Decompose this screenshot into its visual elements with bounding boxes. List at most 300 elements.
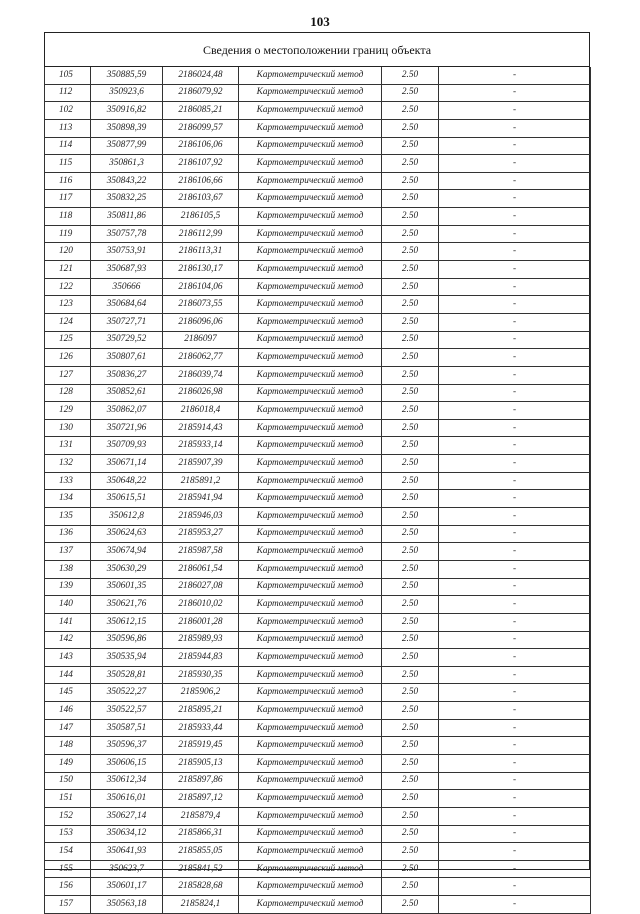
point-number-cell: 112 (45, 84, 91, 102)
table-row (45, 102, 591, 120)
x-coordinate-cell: 350630,29 (91, 560, 163, 578)
x-coordinate-cell: 350753,91 (91, 243, 163, 261)
table-row (45, 190, 591, 208)
point-number-cell: 152 (45, 807, 91, 825)
method-cell: Картометрический метод (239, 402, 382, 420)
x-coordinate-cell: 350641,93 (91, 843, 163, 861)
x-coordinate-cell: 350709,93 (91, 437, 163, 455)
x-coordinate-cell: 350596,86 (91, 631, 163, 649)
note-cell: - (439, 596, 591, 614)
point-number-cell: 142 (45, 631, 91, 649)
table-row (45, 84, 591, 102)
point-number-cell: 150 (45, 772, 91, 790)
accuracy-cell: 2.50 (382, 543, 439, 561)
y-coordinate-cell: 2186039,74 (163, 366, 239, 384)
point-number-cell: 105 (45, 67, 91, 84)
accuracy-cell: 2.50 (382, 719, 439, 737)
method-cell: Картометрический метод (239, 137, 382, 155)
y-coordinate-cell: 2185933,14 (163, 437, 239, 455)
y-coordinate-cell: 2185891,2 (163, 472, 239, 490)
x-coordinate-cell: 350684,64 (91, 296, 163, 314)
point-number-cell: 149 (45, 754, 91, 772)
x-coordinate-cell: 350836,27 (91, 366, 163, 384)
y-coordinate-cell: 2186085,21 (163, 102, 239, 120)
method-cell: Картометрический метод (239, 508, 382, 526)
note-cell: - (439, 243, 591, 261)
y-coordinate-cell: 2185841,52 (163, 860, 239, 878)
accuracy-cell: 2.50 (382, 807, 439, 825)
table-row (45, 666, 591, 684)
table-row (45, 366, 591, 384)
y-coordinate-cell: 2186097 (163, 331, 239, 349)
y-coordinate-cell: 2186099,57 (163, 119, 239, 137)
table-row (45, 631, 591, 649)
accuracy-cell: 2.50 (382, 366, 439, 384)
note-cell: - (439, 366, 591, 384)
accuracy-cell: 2.50 (382, 613, 439, 631)
accuracy-cell: 2.50 (382, 472, 439, 490)
x-coordinate-cell: 350832,25 (91, 190, 163, 208)
y-coordinate-cell: 2186027,08 (163, 578, 239, 596)
accuracy-cell: 2.50 (382, 649, 439, 667)
y-coordinate-cell: 2186103,67 (163, 190, 239, 208)
note-cell: - (439, 666, 591, 684)
point-number-cell: 130 (45, 419, 91, 437)
point-number-cell: 116 (45, 172, 91, 190)
accuracy-cell: 2.50 (382, 313, 439, 331)
note-cell: - (439, 102, 591, 120)
point-number-cell: 114 (45, 137, 91, 155)
y-coordinate-cell: 2186105,5 (163, 208, 239, 226)
accuracy-cell: 2.50 (382, 843, 439, 861)
x-coordinate-cell: 350601,17 (91, 878, 163, 896)
accuracy-cell: 2.50 (382, 631, 439, 649)
point-number-cell: 127 (45, 366, 91, 384)
point-number-cell: 157 (45, 896, 91, 914)
x-coordinate-cell: 350634,12 (91, 825, 163, 843)
table-row (45, 878, 591, 896)
x-coordinate-cell: 350522,27 (91, 684, 163, 702)
x-coordinate-cell: 350606,15 (91, 754, 163, 772)
method-cell: Картометрический метод (239, 67, 382, 84)
method-cell: Картометрический метод (239, 684, 382, 702)
note-cell: - (439, 419, 591, 437)
method-cell: Картометрический метод (239, 560, 382, 578)
method-cell: Картометрический метод (239, 737, 382, 755)
x-coordinate-cell: 350898,39 (91, 119, 163, 137)
table-row (45, 313, 591, 331)
accuracy-cell: 2.50 (382, 878, 439, 896)
method-cell: Картометрический метод (239, 525, 382, 543)
accuracy-cell: 2.50 (382, 349, 439, 367)
point-number-cell: 144 (45, 666, 91, 684)
note-cell: - (439, 349, 591, 367)
point-number-cell: 136 (45, 525, 91, 543)
x-coordinate-cell: 350623,7 (91, 860, 163, 878)
note-cell: - (439, 790, 591, 808)
table-row (45, 278, 591, 296)
method-cell: Картометрический метод (239, 613, 382, 631)
point-number-cell: 134 (45, 490, 91, 508)
note-cell: - (439, 825, 591, 843)
point-number-cell: 147 (45, 719, 91, 737)
point-number-cell: 102 (45, 102, 91, 120)
note-cell: - (439, 296, 591, 314)
method-cell: Картометрический метод (239, 843, 382, 861)
x-coordinate-cell: 350535,94 (91, 649, 163, 667)
table-row (45, 702, 591, 720)
x-coordinate-cell: 350621,76 (91, 596, 163, 614)
note-cell: - (439, 119, 591, 137)
y-coordinate-cell: 2186010,02 (163, 596, 239, 614)
table-row (45, 508, 591, 526)
x-coordinate-cell: 350612,15 (91, 613, 163, 631)
note-cell: - (439, 437, 591, 455)
y-coordinate-cell: 2185946,03 (163, 508, 239, 526)
table-row (45, 384, 591, 402)
accuracy-cell: 2.50 (382, 384, 439, 402)
y-coordinate-cell: 2185895,21 (163, 702, 239, 720)
x-coordinate-cell: 350596,37 (91, 737, 163, 755)
accuracy-cell: 2.50 (382, 754, 439, 772)
note-cell: - (439, 261, 591, 279)
x-coordinate-cell: 350877,99 (91, 137, 163, 155)
y-coordinate-cell: 2185930,35 (163, 666, 239, 684)
y-coordinate-cell: 2185897,12 (163, 790, 239, 808)
method-cell: Картометрический метод (239, 666, 382, 684)
x-coordinate-cell: 350528,81 (91, 666, 163, 684)
table-row (45, 155, 591, 173)
x-coordinate-cell: 350721,96 (91, 419, 163, 437)
y-coordinate-cell: 2186001,28 (163, 613, 239, 631)
x-coordinate-cell: 350807,61 (91, 349, 163, 367)
note-cell: - (439, 578, 591, 596)
point-number-cell: 120 (45, 243, 91, 261)
table-row (45, 419, 591, 437)
method-cell: Картометрический метод (239, 631, 382, 649)
table-row (45, 807, 591, 825)
x-coordinate-cell: 350612,34 (91, 772, 163, 790)
accuracy-cell: 2.50 (382, 666, 439, 684)
table-row (45, 490, 591, 508)
y-coordinate-cell: 2185941,94 (163, 490, 239, 508)
y-coordinate-cell: 2185933,44 (163, 719, 239, 737)
table-row (45, 437, 591, 455)
x-coordinate-cell: 350687,93 (91, 261, 163, 279)
note-cell: - (439, 278, 591, 296)
point-number-cell: 138 (45, 560, 91, 578)
y-coordinate-cell: 2186113,31 (163, 243, 239, 261)
point-number-cell: 122 (45, 278, 91, 296)
table-row (45, 349, 591, 367)
accuracy-cell: 2.50 (382, 402, 439, 420)
point-number-cell: 119 (45, 225, 91, 243)
accuracy-cell: 2.50 (382, 84, 439, 102)
accuracy-cell: 2.50 (382, 578, 439, 596)
note-cell: - (439, 137, 591, 155)
method-cell: Картометрический метод (239, 102, 382, 120)
note-cell: - (439, 84, 591, 102)
accuracy-cell: 2.50 (382, 560, 439, 578)
method-cell: Картометрический метод (239, 754, 382, 772)
method-cell: Картометрический метод (239, 807, 382, 825)
accuracy-cell: 2.50 (382, 331, 439, 349)
y-coordinate-cell: 2185866,31 (163, 825, 239, 843)
table-body (45, 67, 591, 913)
point-number-cell: 125 (45, 331, 91, 349)
method-cell: Картометрический метод (239, 578, 382, 596)
accuracy-cell: 2.50 (382, 137, 439, 155)
x-coordinate-cell: 350852,61 (91, 384, 163, 402)
accuracy-cell: 2.50 (382, 225, 439, 243)
table-row (45, 560, 591, 578)
accuracy-cell: 2.50 (382, 772, 439, 790)
table-row (45, 578, 591, 596)
note-cell: - (439, 737, 591, 755)
x-coordinate-cell: 350843,22 (91, 172, 163, 190)
accuracy-cell: 2.50 (382, 525, 439, 543)
table-row (45, 649, 591, 667)
method-cell: Картометрический метод (239, 437, 382, 455)
method-cell: Картометрический метод (239, 119, 382, 137)
accuracy-cell: 2.50 (382, 172, 439, 190)
page-number: 103 (310, 14, 330, 29)
method-cell: Картометрический метод (239, 878, 382, 896)
method-cell: Картометрический метод (239, 825, 382, 843)
note-cell: - (439, 208, 591, 226)
section-title: Сведения о местоположении границ объекта (45, 33, 589, 67)
method-cell: Картометрический метод (239, 278, 382, 296)
point-number-cell: 113 (45, 119, 91, 137)
y-coordinate-cell: 2186104,06 (163, 278, 239, 296)
y-coordinate-cell: 2185953,27 (163, 525, 239, 543)
accuracy-cell: 2.50 (382, 490, 439, 508)
table-row (45, 684, 591, 702)
method-cell: Картометрический метод (239, 331, 382, 349)
point-number-cell: 145 (45, 684, 91, 702)
note-cell: - (439, 878, 591, 896)
table-row (45, 172, 591, 190)
note-cell: - (439, 172, 591, 190)
x-coordinate-cell: 350671,14 (91, 455, 163, 473)
method-cell: Картометрический метод (239, 860, 382, 878)
accuracy-cell: 2.50 (382, 102, 439, 120)
accuracy-cell: 2.50 (382, 155, 439, 173)
x-coordinate-cell: 350648,22 (91, 472, 163, 490)
note-cell: - (439, 772, 591, 790)
table-row (45, 896, 591, 914)
point-number-cell: 121 (45, 261, 91, 279)
y-coordinate-cell: 2186018,4 (163, 402, 239, 420)
accuracy-cell: 2.50 (382, 596, 439, 614)
y-coordinate-cell: 2186024,48 (163, 67, 239, 84)
accuracy-cell: 2.50 (382, 296, 439, 314)
method-cell: Картометрический метод (239, 455, 382, 473)
method-cell: Картометрический метод (239, 790, 382, 808)
y-coordinate-cell: 2186096,06 (163, 313, 239, 331)
accuracy-cell: 2.50 (382, 243, 439, 261)
note-cell: - (439, 843, 591, 861)
y-coordinate-cell: 2185828,68 (163, 878, 239, 896)
x-coordinate-cell: 350624,63 (91, 525, 163, 543)
note-cell: - (439, 684, 591, 702)
method-cell: Картометрический метод (239, 702, 382, 720)
point-number-cell: 139 (45, 578, 91, 596)
table-row (45, 225, 591, 243)
table-row (45, 402, 591, 420)
x-coordinate-cell: 350522,57 (91, 702, 163, 720)
point-number-cell: 129 (45, 402, 91, 420)
x-coordinate-cell: 350666 (91, 278, 163, 296)
table-row (45, 790, 591, 808)
method-cell: Картометрический метод (239, 719, 382, 737)
method-cell: Картометрический метод (239, 649, 382, 667)
note-cell: - (439, 331, 591, 349)
method-cell: Картометрический метод (239, 208, 382, 226)
x-coordinate-cell: 350916,82 (91, 102, 163, 120)
method-cell: Картометрический метод (239, 543, 382, 561)
y-coordinate-cell: 2185855,05 (163, 843, 239, 861)
y-coordinate-cell: 2185879,4 (163, 807, 239, 825)
accuracy-cell: 2.50 (382, 508, 439, 526)
table-row (45, 455, 591, 473)
y-coordinate-cell: 2186073,55 (163, 296, 239, 314)
x-coordinate-cell: 350811,86 (91, 208, 163, 226)
x-coordinate-cell: 350627,14 (91, 807, 163, 825)
y-coordinate-cell: 2185824,1 (163, 896, 239, 914)
accuracy-cell: 2.50 (382, 208, 439, 226)
x-coordinate-cell: 350729,52 (91, 331, 163, 349)
method-cell: Картометрический метод (239, 896, 382, 914)
note-cell: - (439, 472, 591, 490)
point-number-cell: 148 (45, 737, 91, 755)
note-cell: - (439, 807, 591, 825)
note-cell: - (439, 313, 591, 331)
accuracy-cell: 2.50 (382, 684, 439, 702)
point-number-cell: 131 (45, 437, 91, 455)
method-cell: Картометрический метод (239, 296, 382, 314)
method-cell: Картометрический метод (239, 349, 382, 367)
method-cell: Картометрический метод (239, 490, 382, 508)
note-cell: - (439, 754, 591, 772)
note-cell: - (439, 525, 591, 543)
note-cell: - (439, 508, 591, 526)
y-coordinate-cell: 2185905,13 (163, 754, 239, 772)
y-coordinate-cell: 2185944,83 (163, 649, 239, 667)
y-coordinate-cell: 2185919,45 (163, 737, 239, 755)
x-coordinate-cell: 350612,8 (91, 508, 163, 526)
note-cell: - (439, 67, 591, 84)
y-coordinate-cell: 2186106,06 (163, 137, 239, 155)
point-number-cell: 154 (45, 843, 91, 861)
y-coordinate-cell: 2185897,86 (163, 772, 239, 790)
accuracy-cell: 2.50 (382, 825, 439, 843)
table-row (45, 208, 591, 226)
point-number-cell: 140 (45, 596, 91, 614)
x-coordinate-cell: 350674,94 (91, 543, 163, 561)
method-cell: Картометрический метод (239, 155, 382, 173)
point-number-cell: 137 (45, 543, 91, 561)
method-cell: Картометрический метод (239, 225, 382, 243)
table-row (45, 472, 591, 490)
method-cell: Картометрический метод (239, 190, 382, 208)
x-coordinate-cell: 350616,01 (91, 790, 163, 808)
y-coordinate-cell: 2186061,54 (163, 560, 239, 578)
method-cell: Картометрический метод (239, 84, 382, 102)
note-cell: - (439, 543, 591, 561)
y-coordinate-cell: 2186026,98 (163, 384, 239, 402)
table-row (45, 119, 591, 137)
boundary-coordinates-table (44, 67, 591, 914)
table-row (45, 843, 591, 861)
x-coordinate-cell: 350861,3 (91, 155, 163, 173)
x-coordinate-cell: 350885,59 (91, 67, 163, 84)
accuracy-cell: 2.50 (382, 119, 439, 137)
point-number-cell: 123 (45, 296, 91, 314)
table-row (45, 331, 591, 349)
x-coordinate-cell: 350601,35 (91, 578, 163, 596)
method-cell: Картометрический метод (239, 772, 382, 790)
x-coordinate-cell: 350757,78 (91, 225, 163, 243)
y-coordinate-cell: 2185914,43 (163, 419, 239, 437)
table-row (45, 543, 591, 561)
note-cell: - (439, 631, 591, 649)
point-number-cell: 117 (45, 190, 91, 208)
point-number-cell: 141 (45, 613, 91, 631)
table-row (45, 613, 591, 631)
table-row (45, 137, 591, 155)
note-cell: - (439, 225, 591, 243)
note-cell: - (439, 560, 591, 578)
table-row (45, 261, 591, 279)
table-row (45, 596, 591, 614)
table-row (45, 860, 591, 878)
y-coordinate-cell: 2185906,2 (163, 684, 239, 702)
point-number-cell: 133 (45, 472, 91, 490)
table-row (45, 825, 591, 843)
method-cell: Картометрический метод (239, 472, 382, 490)
accuracy-cell: 2.50 (382, 278, 439, 296)
note-cell: - (439, 402, 591, 420)
point-number-cell: 118 (45, 208, 91, 226)
note-cell: - (439, 613, 591, 631)
point-number-cell: 124 (45, 313, 91, 331)
y-coordinate-cell: 2186130,17 (163, 261, 239, 279)
method-cell: Картометрический метод (239, 313, 382, 331)
accuracy-cell: 2.50 (382, 190, 439, 208)
point-number-cell: 155 (45, 860, 91, 878)
note-cell: - (439, 649, 591, 667)
y-coordinate-cell: 2186079,92 (163, 84, 239, 102)
method-cell: Картометрический метод (239, 243, 382, 261)
y-coordinate-cell: 2186107,92 (163, 155, 239, 173)
method-cell: Картометрический метод (239, 366, 382, 384)
table-row (45, 243, 591, 261)
point-number-cell: 156 (45, 878, 91, 896)
note-cell: - (439, 155, 591, 173)
point-number-cell: 128 (45, 384, 91, 402)
note-cell: - (439, 455, 591, 473)
accuracy-cell: 2.50 (382, 261, 439, 279)
table-row (45, 754, 591, 772)
y-coordinate-cell: 2185987,58 (163, 543, 239, 561)
point-number-cell: 143 (45, 649, 91, 667)
x-coordinate-cell: 350727,71 (91, 313, 163, 331)
point-number-cell: 132 (45, 455, 91, 473)
table-row (45, 772, 591, 790)
table-row (45, 737, 591, 755)
note-cell: - (439, 896, 591, 914)
